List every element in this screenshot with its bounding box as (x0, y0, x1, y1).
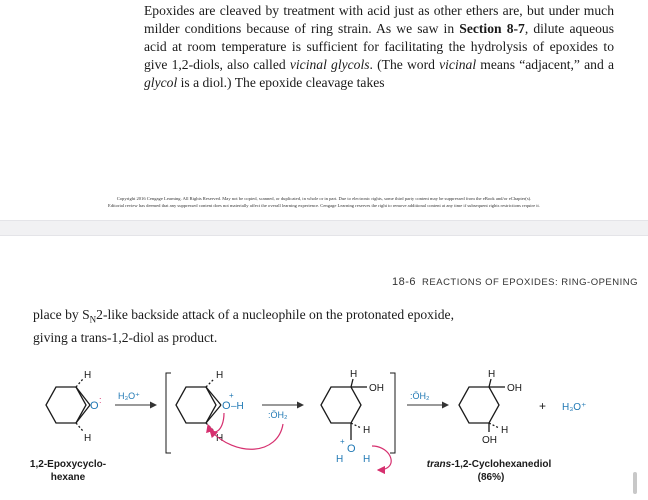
h-bond-top-3 (351, 379, 353, 387)
start-name-line-2: hexane (50, 472, 86, 483)
epoxide-bond-2 (76, 405, 90, 423)
protonated-epoxide-structure (176, 379, 221, 431)
oxonium-charge: + (340, 437, 345, 446)
product-yield: (86%) (477, 472, 505, 483)
bracket-left (166, 373, 171, 453)
top-paragraph-part2: , dilute aqueous acid at room temperature is sufficient for facilitating the hydrolysis of epoxides to give 1,2-diols, also called (144, 21, 614, 72)
atom-h-bottom-1: H (84, 433, 92, 444)
start-name-line-1: 1,2-Epoxycyclo- (29, 459, 107, 470)
reagent-h3o-1: H₃O⁺ (118, 391, 140, 401)
oxonium-h-right: H (363, 454, 371, 465)
h-bond-bottom-4 (489, 423, 499, 428)
h-bond-top-1 (76, 379, 83, 387)
h-bond-top-4 (489, 379, 491, 387)
water-nucleophile: :ÖH₂ (268, 410, 288, 420)
second-paragraph-end: 2-like backside attack of a nucleophile on the protonated epoxide, (96, 307, 454, 322)
cyclohexane-ring-3 (321, 387, 361, 423)
atom-h-top-4: H (488, 369, 496, 380)
oxygen-charge: + (229, 391, 234, 400)
hydroxyl-3: OH (369, 383, 384, 394)
term-glycol: glycol (144, 75, 178, 90)
oxonium-intermediate-structure (321, 379, 367, 440)
top-paragraph-part4: means “adjacent,” and a (476, 57, 614, 72)
oxonium-h-left: H (336, 454, 344, 465)
term-vicinal-glycols: vicinal glycols (289, 57, 370, 72)
epoxide-oxygen-1: O (90, 400, 99, 412)
top-paragraph-part3: . (The word (369, 57, 440, 72)
epoxide-bond-4 (206, 405, 221, 423)
atom-h-bottom-4: H (501, 425, 509, 436)
product-name-rest: -1,2-Cyclohexanediol (451, 459, 552, 470)
lone-pairs-1: : (99, 395, 102, 405)
water-reagent: :ÖH₂ (410, 391, 430, 401)
h-bond-bottom-3 (351, 423, 361, 428)
top-paragraph-part1: Epoxides are cleaved by treatment with acid just as other ethers are, but under much milder conditions because of ring strain. As we saw in (144, 3, 614, 36)
atom-h-bottom-2: H (216, 433, 224, 444)
oxonium-oxygen: O (347, 443, 356, 455)
scrollbar-thumb[interactable] (633, 472, 637, 494)
hydroxyl-bottom-4: OH (482, 435, 497, 446)
trans-diol-structure (459, 379, 505, 432)
sn-subscript: N (89, 314, 97, 325)
page-number: 18-6 (392, 276, 417, 288)
cyclohexane-ring-4 (459, 387, 499, 423)
atom-h-top-2: H (216, 370, 224, 381)
product-h3o: H₃O⁺ (562, 402, 587, 413)
copyright-line-2: Editorial review has deemed that any suppressed content does not materially affect the overall learning experience. Cengage Learning reserves the right to remove additional content at any time if subsequent rights restrictions require it. (108, 203, 540, 208)
second-paragraph-line-2: giving a trans-1,2-diol as product. (33, 329, 218, 345)
hydroxyl-top-4: OH (507, 383, 522, 394)
epoxide-bond-1 (76, 387, 90, 405)
electron-push-arrow-3 (372, 446, 391, 470)
copyright-line-1: Copyright 2016 Cengage Learning. All Rights Reserved. May not be copied, scanned, or duplicated, in whole or in part. Due to electronic rights, some third party content may be suppressed from the eBook and/or eChapter(s). (116, 196, 532, 201)
section-reference: Section 8-7 (459, 21, 525, 36)
product-name (427, 459, 552, 470)
top-paragraph-part5: is a diol.) The epoxide cleavage takes (177, 75, 385, 90)
term-vicinal: vicinal (439, 57, 477, 72)
product-name-prefix: trans (426, 459, 452, 470)
second-paragraph-start: place by S (33, 307, 90, 322)
atom-h-top-3: H (350, 369, 358, 380)
protonated-oxygen: O (222, 400, 231, 412)
h-bond-bottom-1 (76, 423, 83, 431)
atom-h-top-1: H (84, 370, 92, 381)
bracket-right (390, 373, 395, 453)
oxonium-hydrogen: –H (231, 401, 244, 412)
plus-sign: + (539, 399, 547, 413)
epoxycyclohexane-structure (46, 379, 90, 431)
atom-h-bottom-3: H (363, 425, 371, 436)
h-bond-top-2 (206, 379, 214, 387)
running-head-title: REACTIONS OF EPOXIDES: RING-OPENING (422, 277, 639, 288)
epoxide-bond-3 (206, 387, 221, 405)
